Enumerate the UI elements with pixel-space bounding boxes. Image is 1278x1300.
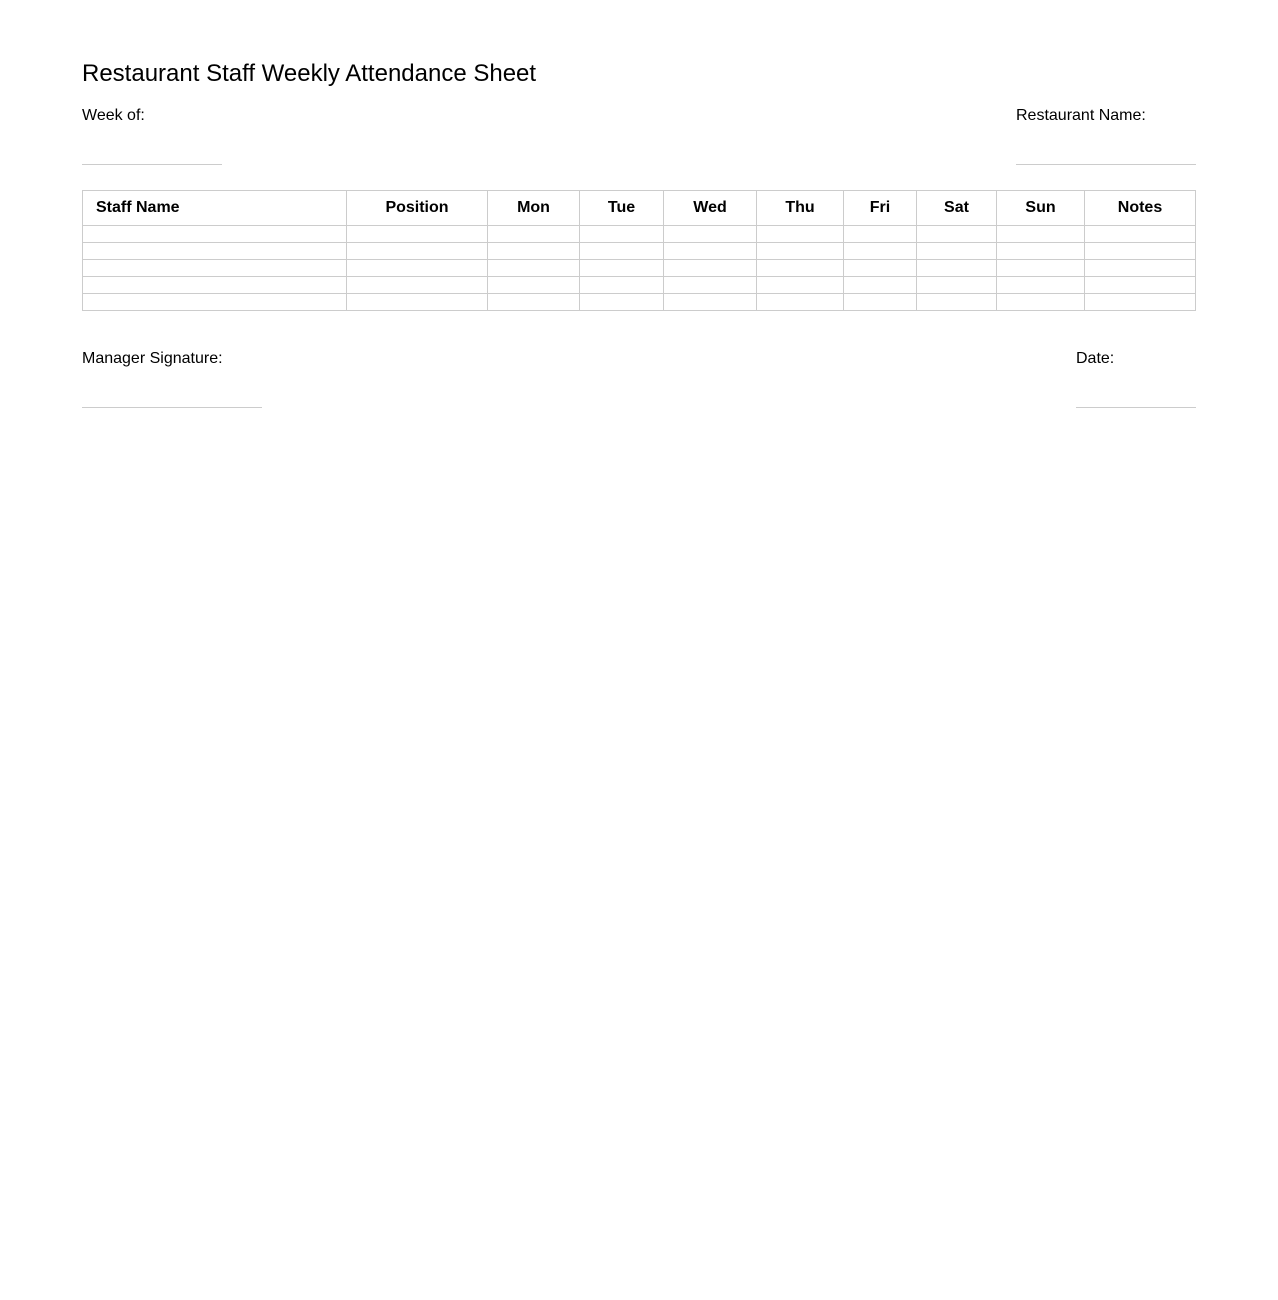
cell-sat[interactable] [917,294,997,311]
restaurant-name-label: Restaurant Name: [1016,107,1146,124]
date-input-line[interactable] [1076,407,1196,408]
cell-thu[interactable] [757,294,844,311]
col-header-sun: Sun [997,191,1085,226]
attendance-table [82,190,1196,311]
cell-staff-name[interactable] [83,277,347,294]
week-of-input-line[interactable] [82,164,222,165]
cell-thu[interactable] [757,243,844,260]
cell-mon[interactable] [488,243,580,260]
cell-sat[interactable] [917,277,997,294]
cell-staff-name[interactable] [83,294,347,311]
cell-sat[interactable] [917,243,997,260]
restaurant-name-field [1016,106,1146,126]
cell-fri[interactable] [844,277,917,294]
cell-mon[interactable] [488,260,580,277]
cell-position[interactable] [347,226,488,243]
col-header-notes: Notes [1085,191,1196,226]
restaurant-name-input-line[interactable] [1016,164,1196,165]
table-body [83,226,1196,311]
cell-wed[interactable] [664,243,757,260]
table-row [83,294,1196,311]
col-header-staff-name: Staff Name [83,191,347,226]
cell-position[interactable] [347,277,488,294]
table-row [83,277,1196,294]
cell-wed[interactable] [664,294,757,311]
cell-fri[interactable] [844,260,917,277]
col-header-fri: Fri [844,191,917,226]
cell-tue[interactable] [580,260,664,277]
table-row [83,243,1196,260]
cell-notes[interactable] [1085,243,1196,260]
date-label: Date: [1076,350,1115,367]
cell-sun[interactable] [997,260,1085,277]
cell-notes[interactable] [1085,294,1196,311]
cell-tue[interactable] [580,294,664,311]
cell-mon[interactable] [488,294,580,311]
cell-notes[interactable] [1085,226,1196,243]
table-header-row [83,191,1196,226]
table-row [83,260,1196,277]
table-row [83,226,1196,243]
cell-tue[interactable] [580,243,664,260]
manager-signature-input-line[interactable] [82,407,262,408]
cell-fri[interactable] [844,243,917,260]
cell-mon[interactable] [488,226,580,243]
cell-mon[interactable] [488,277,580,294]
page-title: Restaurant Staff Weekly Attendance Sheet [82,60,537,87]
col-header-position: Position [347,191,488,226]
cell-thu[interactable] [757,226,844,243]
manager-signature-label: Manager Signature: [82,350,223,367]
cell-staff-name[interactable] [83,243,347,260]
cell-notes[interactable] [1085,277,1196,294]
week-of-field [82,106,145,126]
cell-notes[interactable] [1085,260,1196,277]
cell-thu[interactable] [757,260,844,277]
cell-thu[interactable] [757,277,844,294]
cell-wed[interactable] [664,226,757,243]
col-header-sat: Sat [917,191,997,226]
cell-position[interactable] [347,243,488,260]
cell-sun[interactable] [997,277,1085,294]
col-header-mon: Mon [488,191,580,226]
cell-sat[interactable] [917,226,997,243]
cell-tue[interactable] [580,277,664,294]
cell-position[interactable] [347,294,488,311]
col-header-wed: Wed [664,191,757,226]
cell-position[interactable] [347,260,488,277]
manager-signature-field [82,349,223,369]
cell-staff-name[interactable] [83,226,347,243]
cell-sun[interactable] [997,243,1085,260]
cell-sat[interactable] [917,260,997,277]
cell-wed[interactable] [664,277,757,294]
date-field [1076,349,1114,369]
week-of-label: Week of: [82,107,145,124]
cell-tue[interactable] [580,226,664,243]
cell-sun[interactable] [997,226,1085,243]
cell-fri[interactable] [844,226,917,243]
col-header-thu: Thu [757,191,844,226]
cell-staff-name[interactable] [83,260,347,277]
cell-sun[interactable] [997,294,1085,311]
cell-fri[interactable] [844,294,917,311]
col-header-tue: Tue [580,191,664,226]
cell-wed[interactable] [664,260,757,277]
